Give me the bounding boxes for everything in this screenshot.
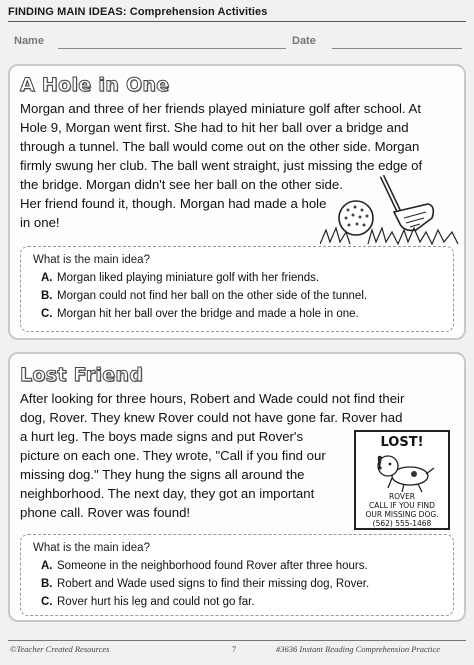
- option-text: Rover hurt his leg and could not go far.: [57, 596, 255, 608]
- answer-option-a[interactable]: [41, 560, 368, 572]
- story-panel-hole-in-one: [8, 64, 466, 340]
- option-text: Morgan could not find her ball on the other side of the tunnel.: [57, 290, 368, 302]
- option-text: Robert and Wade used signs to find their missing dog, Rover.: [57, 578, 370, 590]
- question-box: [20, 246, 454, 332]
- sign-dog-name: ROVER: [388, 492, 416, 501]
- option-letter: B.: [41, 578, 53, 590]
- story-title: A Hole in One: [20, 74, 170, 96]
- option-letter: A.: [41, 272, 53, 284]
- story-line: through a tunnel. The ball would come out on the other side. Morgan: [20, 139, 420, 154]
- answer-option-c[interactable]: [41, 308, 359, 320]
- option-text: Morgan liked playing miniature golf with her friends.: [57, 272, 320, 284]
- sign-phone: (562) 555-1468: [372, 519, 432, 528]
- name-date-row: [14, 35, 464, 51]
- story-line: After looking for three hours, Robert and Wade could not find their: [20, 391, 405, 406]
- lost-dog-sign: [352, 428, 452, 532]
- story-line: firmly swung her club. The ball went straight, just missing the edge of: [20, 158, 423, 173]
- answer-option-c[interactable]: [41, 596, 255, 608]
- date-field[interactable]: [332, 48, 462, 49]
- sign-line-2: OUR MISSING DOG.: [365, 510, 439, 519]
- story-line: Hole 9, Morgan went first. She had to hit her ball over a bridge and: [20, 120, 409, 135]
- worksheet-header-title: FINDING MAIN IDEAS: Comprehension Activities: [8, 6, 268, 18]
- story-line: missing dog." They hung the signs all around the: [20, 467, 305, 482]
- story-title: Lost Friend: [20, 364, 144, 386]
- story-line: phone call. Rover was found!: [20, 505, 191, 520]
- story-line: Her friend found it, though. Morgan had made a hole: [20, 196, 327, 211]
- name-field[interactable]: [58, 48, 286, 49]
- story-line: Morgan and three of her friends played miniature golf after school. At: [20, 101, 421, 116]
- question-box: [20, 534, 454, 616]
- story-line: in one!: [20, 215, 60, 230]
- sign-heading: LOST!: [380, 435, 424, 450]
- question-text: What is the main idea?: [33, 254, 150, 266]
- answer-option-b[interactable]: [41, 290, 367, 302]
- option-letter: B.: [41, 290, 53, 302]
- footer-page-number: 7: [232, 644, 237, 654]
- answer-option-a[interactable]: [41, 272, 319, 284]
- footer-publisher: ©Teacher Created Resources: [10, 644, 110, 654]
- story-line: the bridge. Morgan didn't see her ball on the other side.: [20, 177, 343, 192]
- footer-book-title: #3636 Instant Reading Comprehension Practice: [276, 644, 440, 654]
- option-letter: A.: [41, 560, 53, 572]
- question-text: What is the main idea?: [33, 542, 150, 554]
- option-letter: C.: [41, 596, 53, 608]
- sign-line-1: CALL IF YOU FIND: [369, 501, 435, 510]
- option-text: Morgan hit her ball over the bridge and made a hole in one.: [57, 308, 359, 320]
- story-line: picture on each one. They wrote, "Call if you find our: [20, 448, 326, 463]
- footer-divider: [8, 640, 466, 641]
- story-line: a hurt leg. The boys made signs and put Rover's: [20, 429, 304, 444]
- answer-option-b[interactable]: [41, 578, 369, 590]
- golf-club-ball-illustration: [320, 174, 460, 246]
- story-line: dog, Rover. They knew Rover could not have gone far. Rover had: [20, 410, 403, 425]
- option-text: Someone in the neighborhood found Rover after three hours.: [57, 560, 368, 572]
- option-letter: C.: [41, 308, 53, 320]
- name-label: Name: [14, 35, 44, 47]
- story-line: neighborhood. The next day, they got an important: [20, 486, 315, 501]
- story-panel-lost-friend: [8, 352, 466, 622]
- date-label: Date: [292, 35, 316, 47]
- header-divider: [8, 21, 466, 22]
